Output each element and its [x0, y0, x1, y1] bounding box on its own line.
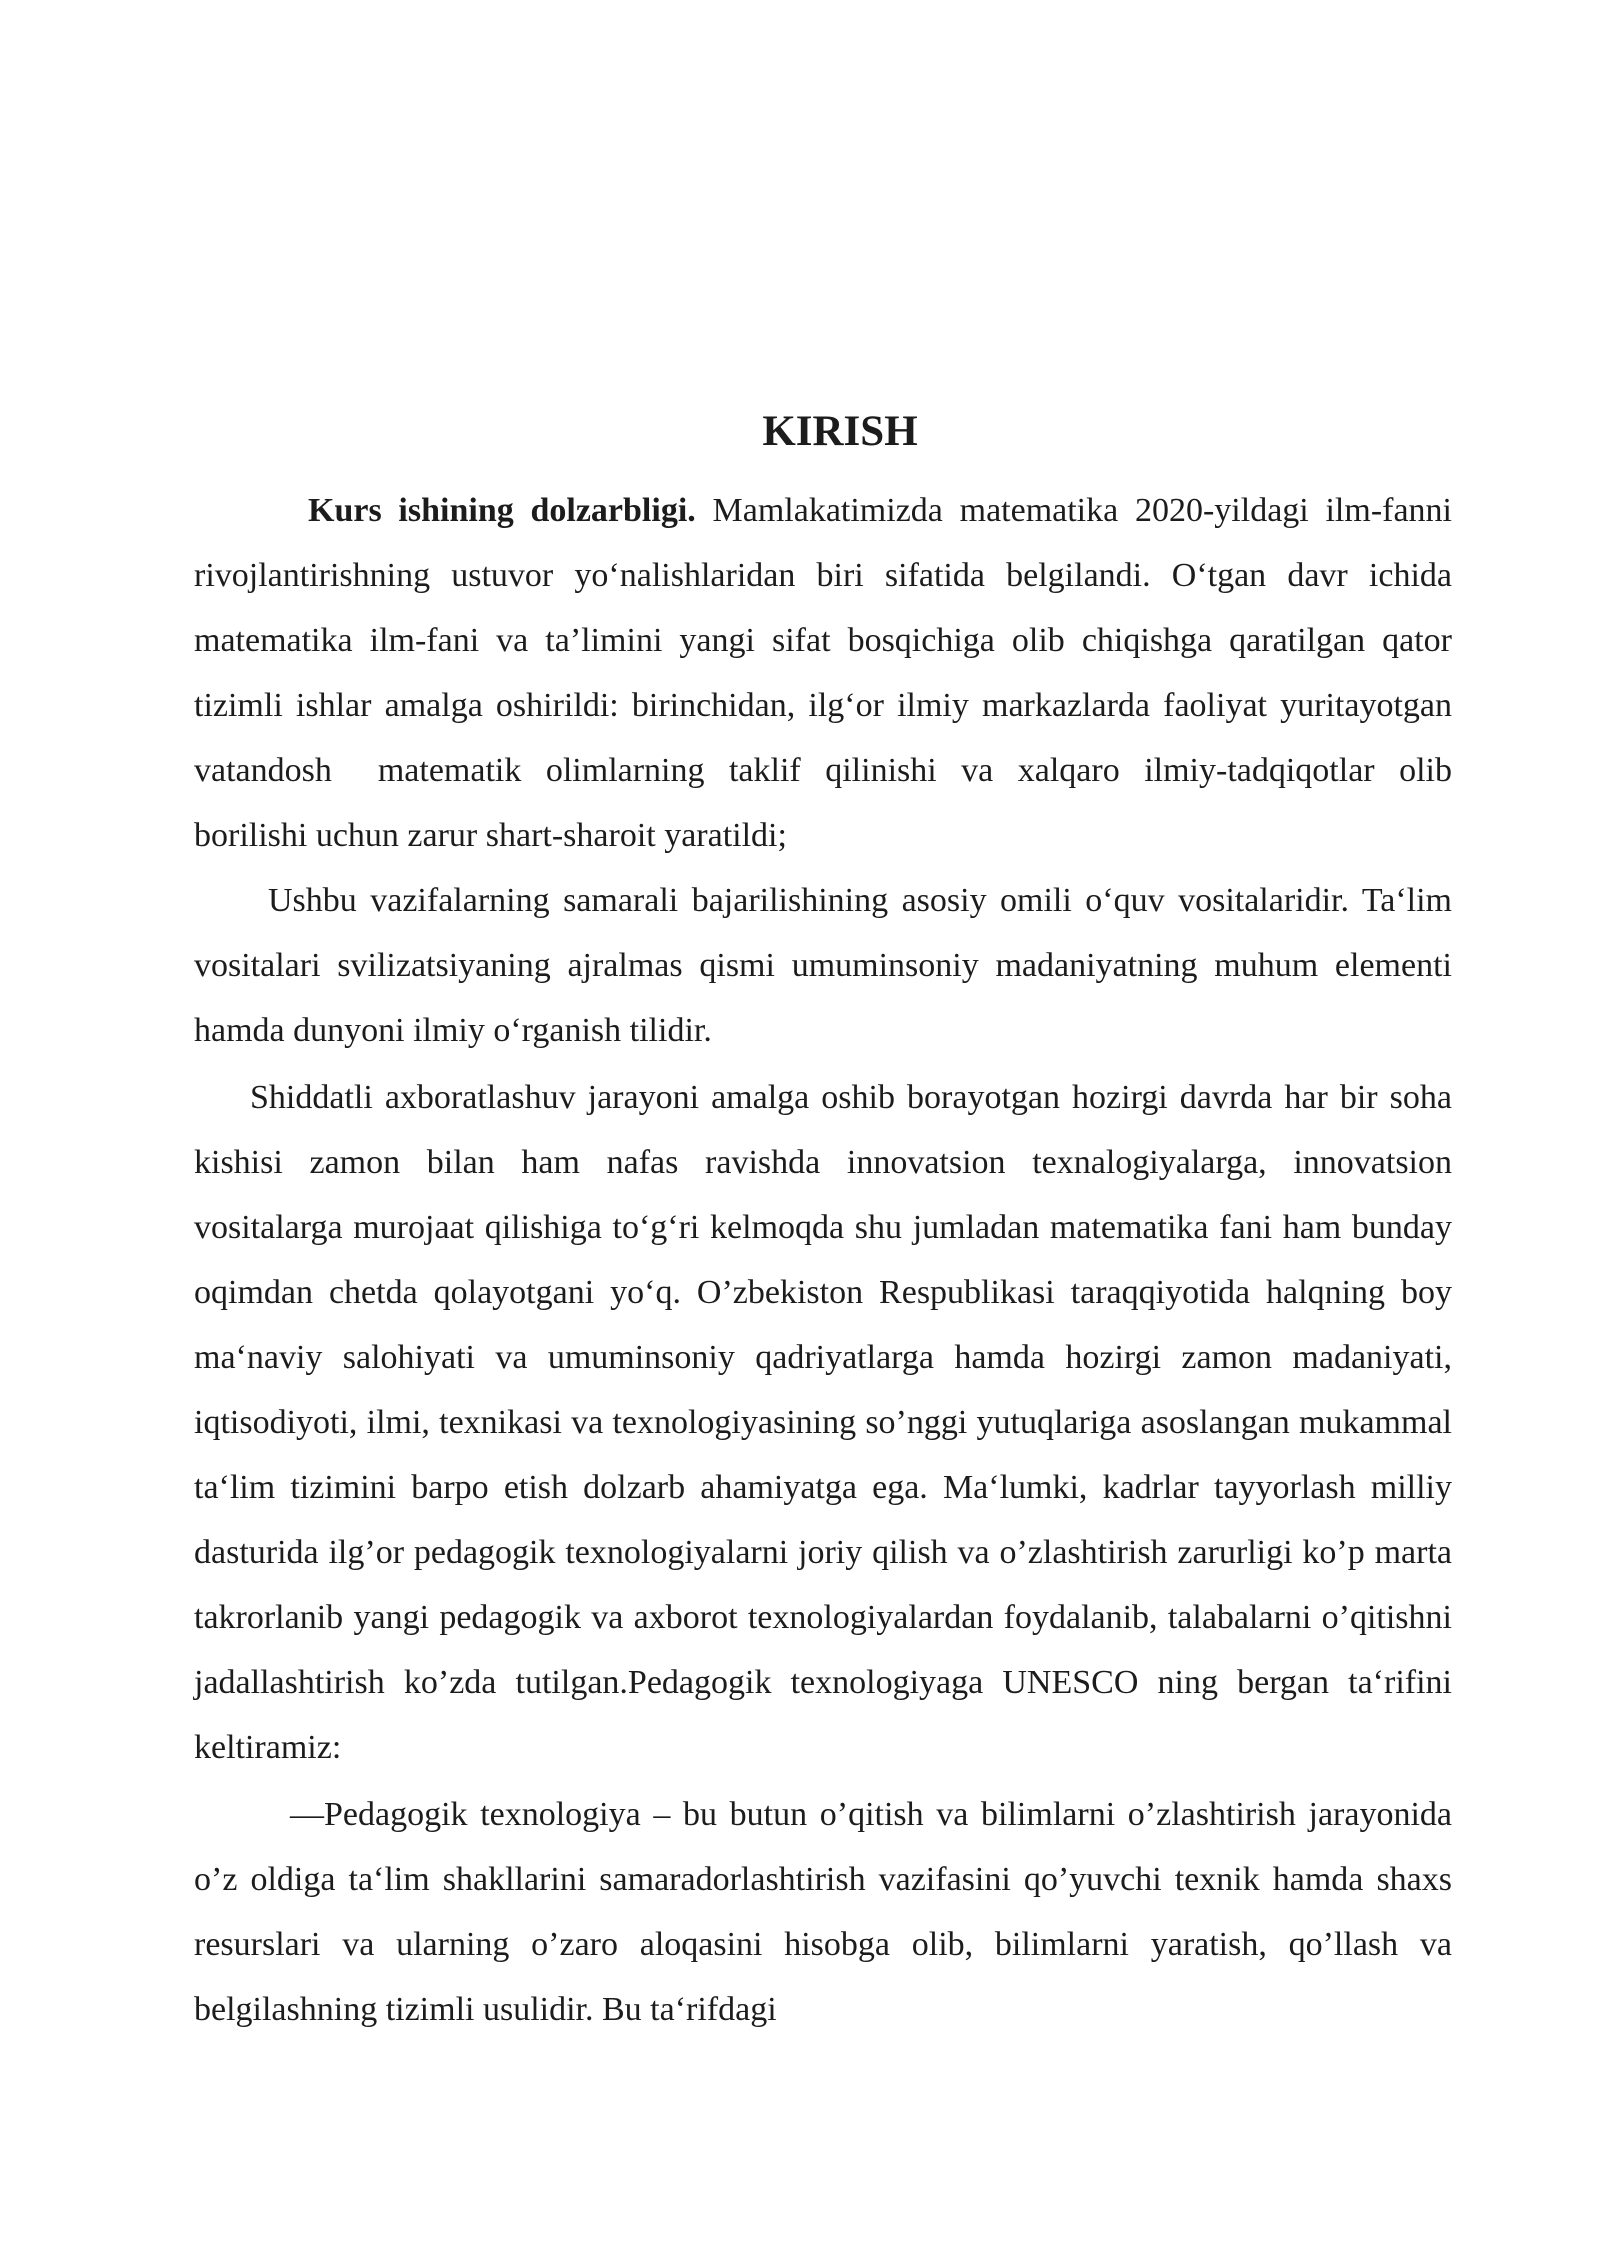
paragraph-informatization: Shiddatli axboratlashuv jarayoni amalga oshib borayotgan hozirgi davrda har bir soha kishisi zamon bilan ham nafas ravishda innovatsion texnalogiyalarga, innovatsion vositalarga murojaat qilishiga to‘g‘ri kelmoqda shu jumladan matematika fani ham bunday oqimdan chetda qolayotgani yo‘q. O’zbekiston Respublikasi taraqqiyotida halqning boy ma‘naviy salohiyati va umuminsoniy qadriyatlarga hamda hozirgi zamon madaniyati, iqtisodiyoti, ilmi, texnikasi va texnologiyasining so’nggi yutuqlariga asoslangan mukammal ta‘lim tizimini barpo etish dolzarb ahamiyatga ega. Ma‘lumki, kadrlar tayyorlash milliy dasturida ilg’or pedagogik texnologiyalarni joriy qilish va o’zlashtirish zarurligi ko’p marta takrorlanib yangi pedagogik va axborot texnologiyalardan foydalanib, talabalarni o’qitishni jadallashtirish ko’zda tutilgan.Pedagogik texnologiyaga UNESCO ning bergan ta‘rifini keltiramiz:	[194, 1079, 1452, 1766]
paragraph-educational-tools: Ushbu vazifalarning samarali bajarilishining asosiy omili o‘quv vositalaridir. Ta‘lim vositalari svilizatsiyaning ajralmas qismi umuminsoniy madaniyatning muhum elementi hamda dunyoni ilmiy o‘rganish tilidir.	[194, 882, 1452, 1049]
document-body	[194, 478, 1452, 2042]
relevance-heading: Kurs ishining dolzarbligi.	[308, 492, 696, 529]
relevance-text-part-2: matematik olimlarning taklif qilinishi va xalqaro ilmiy-tadqiqotlar olib borilishi uchun zarur shart-sharoit yaratildi;	[194, 752, 1452, 854]
page-title: KIRISH	[762, 408, 918, 455]
paragraph-unesco-definition: —Pedagogik texnologiya – bu butun o’qitish va bilimlarni o’zlashtirish jarayonida o’z oldiga ta‘lim shakllarini samaradorlashtirish vazifasini qo’yuvchi texnik hamda shaxs resurslari va ularning o’zaro aloqasini hisobga olib, bilimlarni yaratish, qo’llash va belgilashning tizimli usulidir. Bu ta‘rifdagi	[194, 1796, 1452, 2028]
paragraph-relevance	[194, 478, 1452, 868]
relevance-text-part-1: Mamlakatimizda matematika 2020-yildagi ilm-fanni rivojlantirishning ustuvor yo‘nalishlaridan biri sifatida belgilandi. O‘tgan davr ichida matematika ilm-fani va ta’limini yangi sifat bosqichiga olib chiqishga qaratilgan qator tizimli ishlar amalga oshirildi: birinchidan, ilg‘or ilmiy markazlarda faoliyat yuritayotgan vatandosh	[194, 492, 1452, 789]
